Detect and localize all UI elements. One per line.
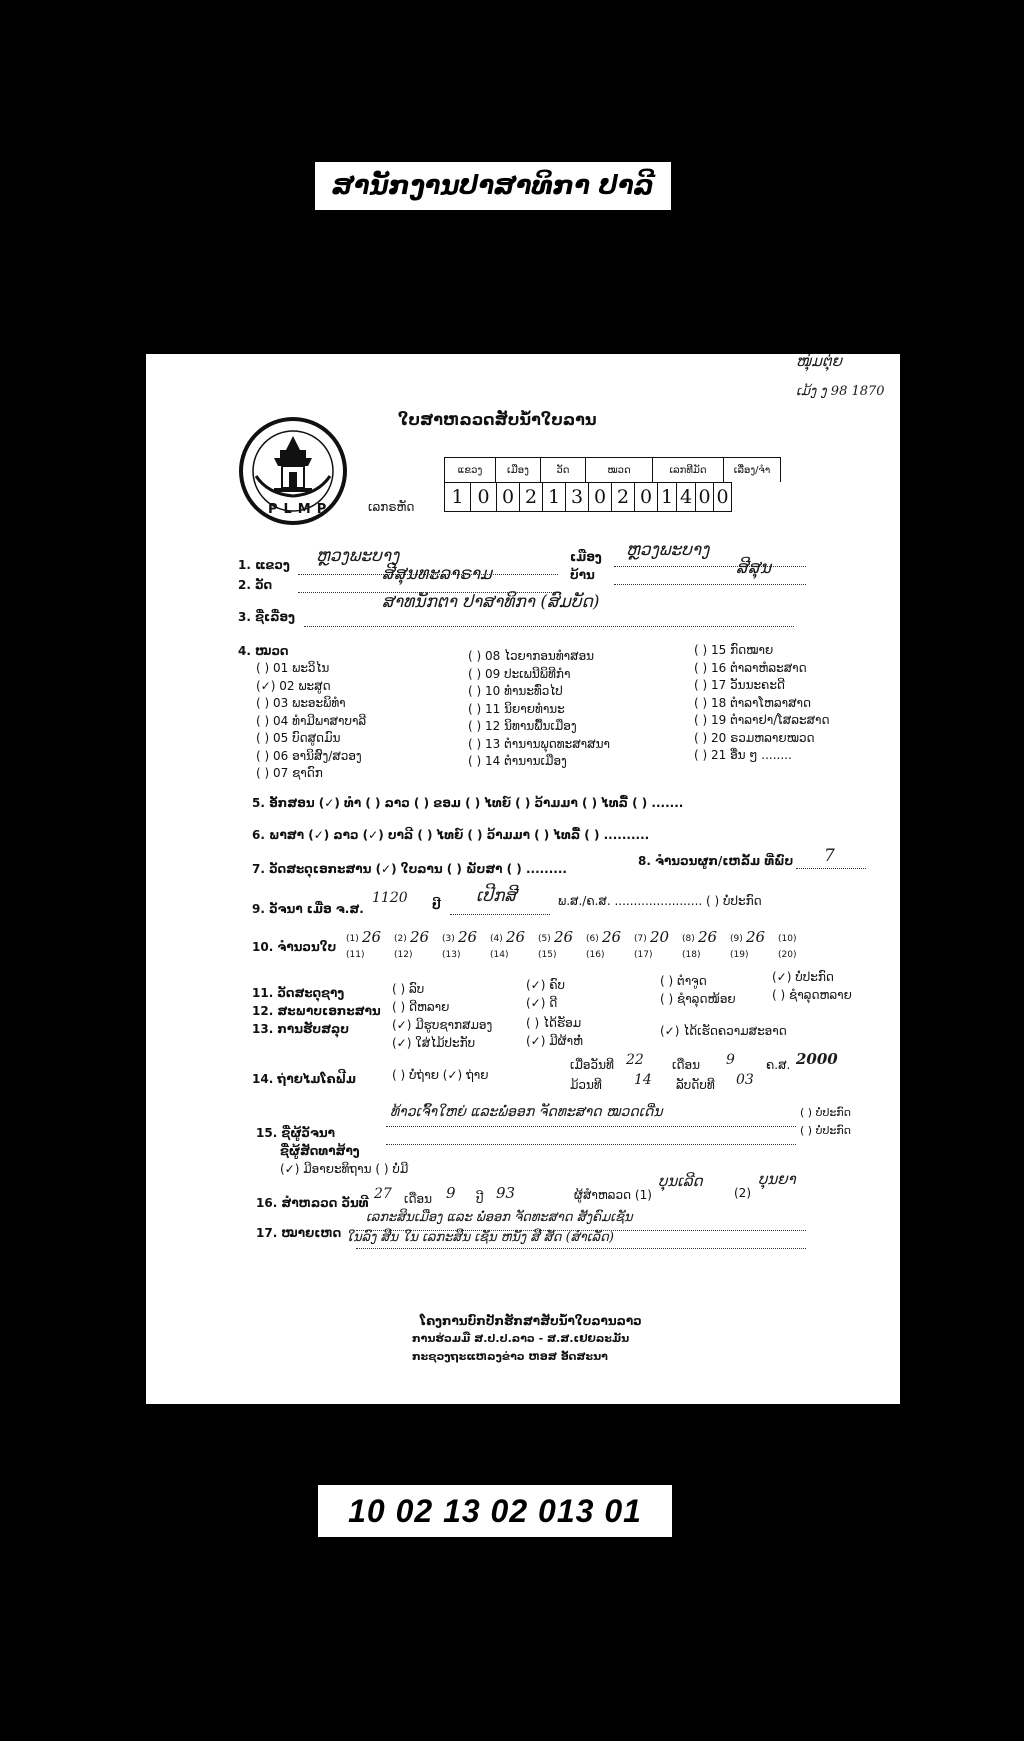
code-digit: 1: [543, 482, 566, 512]
field2b-label: ບ້ານ: [570, 568, 595, 582]
code-digit: 0: [696, 482, 714, 512]
field16-surveyor-label: ຜູ້ສຳຫລວດ (1): [574, 1188, 652, 1202]
field12-opt[interactable]: (✓) ດີ: [526, 996, 558, 1010]
leaf-count-index: (1): [346, 934, 359, 944]
field1b-label: ເມືອງ: [570, 550, 602, 564]
field11-label: 11. ວັດສະດຸຊາງ: [252, 986, 345, 1000]
field14-year: 2000: [796, 1050, 838, 1068]
leaf-count-sub-index: (11): [346, 950, 365, 960]
leaf-count-value: 26: [506, 928, 526, 946]
code-header: ເລກທີມັດ: [653, 457, 724, 482]
leaf-count-cell: [682, 926, 730, 962]
category-item[interactable]: ( ) 01 ພະວິໄນ: [256, 661, 330, 675]
field9-label: 9. ວັຈນາ ເມື່ອ ຈ.ສ.: [252, 902, 364, 916]
field9-end: ພ.ສ./ຄ.ສ. ....................... ( ) ບໍ່ປະກົດ: [558, 894, 762, 908]
category-item[interactable]: ( ) 19 ຕຳລາຢາ/ໂສລະສາດ: [694, 713, 830, 727]
field8-value: 7: [824, 846, 835, 866]
field9-mid: ປີ: [432, 898, 441, 912]
field12-opt[interactable]: ( ) ດີຫລາຍ: [392, 1000, 450, 1014]
category-item[interactable]: ( ) 05 ບົດສູດມົນ: [256, 731, 341, 745]
code-digit: 0: [589, 482, 612, 512]
field3-label: 3. ຊື່ເລື່ອງ: [238, 610, 295, 624]
leaf-count-cell: [586, 926, 634, 962]
category-item[interactable]: ( ) 03 ພະອະພິທຳ: [256, 696, 346, 710]
footer-line-1: ໂຄງການບົກປັກຮັກສາສັບນ້ຳໃບລານລາວ: [420, 1314, 642, 1328]
leaf-count-index: (9): [730, 934, 743, 944]
leaf-count-sub-index: (12): [394, 950, 413, 960]
leaf-count-cell: [490, 926, 538, 962]
code-digit: 0: [497, 482, 520, 512]
field17-label: 17. ໝາຍເຫດ: [256, 1226, 342, 1240]
field8-label: 8. ຈຳນວນຜູກ/ເຫລັ້ມ ທີ່ພົບ: [638, 854, 794, 868]
leaf-count-sub-index: (15): [538, 950, 557, 960]
field15-label: 15. ຊື່ຜູ້ວັຈນາ: [256, 1126, 335, 1140]
field14-month: 9: [726, 1052, 735, 1068]
category-item[interactable]: ( ) 20 ຣວມຫລາຍໝວດ: [694, 730, 815, 745]
leaf-count-value: 26: [554, 928, 574, 946]
leaf-count-cell: [442, 926, 490, 962]
field12-opt[interactable]: ( ) ຊໍາລຸດໜ້ອຍ: [660, 992, 736, 1006]
corner-note-1: ໜຸ່ມຕຸ່ຍ: [796, 352, 842, 370]
category-item[interactable]: ( ) 10 ທຳນະທົ່ວໄປ: [468, 684, 563, 698]
category-item[interactable]: ( ) 11 ນິຍາຍທຳນະ: [468, 701, 565, 716]
leaf-count-index: (7): [634, 934, 647, 944]
field15-note-2: ( ) ບໍ່ປະກົດ: [800, 1124, 852, 1137]
category-item[interactable]: ( ) 18 ຕຳລາໂຫລາສາດ: [694, 695, 812, 710]
category-item[interactable]: ( ) 08 ໄວຍາກອນທຳສອນ: [468, 649, 595, 663]
field1-label: 1. ແຂວງ: [238, 558, 290, 572]
field14-month-label: ເດືອນ: [672, 1058, 701, 1072]
field11-opt[interactable]: ( ) ລົບ: [392, 982, 425, 996]
field16-label: 16. ສຳຫລວດ ວັນທີ: [256, 1196, 369, 1210]
code-table: [444, 457, 781, 512]
code-header: ເລື່ອງ/ຈຳ: [724, 457, 781, 482]
field16-month-label: ເດືອນ: [404, 1192, 433, 1206]
code-header: ໝວດ: [586, 457, 653, 482]
leaf-count-sub-index: (16): [586, 950, 605, 960]
field1b-value: ຫຼວງພະບາງ: [626, 540, 710, 560]
field10-label: 10. ຈຳນວນໃບ: [252, 940, 337, 954]
field13-opt[interactable]: (✓) ມີຜ້າຫໍ່: [526, 1034, 583, 1048]
field12-label: 12. ສະພາບເອກະສານ: [252, 1004, 381, 1018]
field6-language: 6. ພາສາ (✓) ລາວ (✓) ບາລີ ( ) ໄທຍ໌ ( ) ວ້າມມາ ( ) ໄທລື້ ( ) ..........: [252, 828, 650, 842]
field13-opt[interactable]: (✓) ມີຮູບຊາກສມອງ: [392, 1018, 493, 1032]
code-digit: 0: [635, 482, 658, 512]
category-item[interactable]: ( ) 17 ວັນນະຄະດີ: [694, 678, 785, 692]
code-digit: 3: [566, 482, 589, 512]
survey-form-sheet: [146, 354, 900, 1404]
field14-roll: 14: [634, 1072, 652, 1088]
field14-pos: 03: [736, 1072, 754, 1088]
code-header: ວັດ: [541, 457, 586, 482]
code-header: ແຂວງ: [444, 457, 496, 482]
category-col-3: [694, 642, 830, 765]
code-digit: 4: [677, 482, 696, 512]
footer-line-3: ກະຊວງຖະແຫລງຂ່າວ ຫອສ ອັດສະນາ: [412, 1350, 608, 1363]
category-col-2: [468, 648, 610, 771]
leaf-count-value: 26: [746, 928, 766, 946]
code-digit: 2: [520, 482, 543, 512]
code-digit: 0: [471, 482, 497, 512]
leaf-count-cell: [778, 926, 826, 962]
leaf-count-sub-index: (14): [490, 950, 509, 960]
category-item[interactable]: ( ) 06 ອານິສົງ/ສວອງ: [256, 748, 362, 763]
leaf-count-value: 20: [650, 928, 670, 946]
category-item[interactable]: (✓) 02 ພະສູດ: [256, 678, 331, 693]
leaf-count-index: (10): [778, 934, 797, 944]
category-item[interactable]: ( ) 04 ທຳມີພາສາບາລີ: [256, 713, 367, 728]
field2-label: 2. ວັດ: [238, 578, 273, 592]
category-item[interactable]: ( ) 07 ຊາດົກ: [256, 766, 323, 780]
leaf-count-sub-index: (17): [634, 950, 653, 960]
leaf-count-sub-index: (20): [778, 950, 797, 960]
leaf-count-value: 26: [458, 928, 478, 946]
leaf-count-value: 26: [362, 928, 382, 946]
field14-year-label: ຄ.ສ.: [766, 1058, 791, 1072]
field1-value: ຫຼວງພະບາງ: [316, 546, 400, 566]
field14-label: 14. ຖ່າຍໄມໂຄຟີມ: [252, 1072, 357, 1086]
logo-text: PLMP: [268, 502, 333, 517]
field12-opt[interactable]: ( ) ຊໍາລຸດຫລາຍ: [772, 988, 852, 1002]
field14-options[interactable]: ( ) ບໍ່ຖ່າຍ (✓) ຖ່າຍ: [392, 1068, 489, 1082]
leaf-count-row: [346, 926, 826, 962]
corner-note-2: ເມ້ງ ງ 98 1870: [796, 384, 885, 399]
form-title: ໃບສາຫລວດສັບນ້ຳໃບລານ: [398, 410, 597, 429]
leaf-count-value: 26: [602, 928, 622, 946]
field16-surveyor-1: ບຸນເລີດ: [658, 1172, 703, 1190]
field9-year: 1120: [372, 890, 408, 906]
code-digit: 1: [658, 482, 677, 512]
field15-value: ທ້າວເຈົ້າໃຫຍ່ ແລະພໍ່ອອກ ຈັດທະສາດ ໝວດເດີ່ນ: [390, 1104, 663, 1120]
leaf-count-sub-index: (13): [442, 950, 461, 960]
field14-roll-label: ມ້ວນທີ: [570, 1078, 602, 1092]
leaf-count-index: (8): [682, 934, 695, 944]
field13-opt[interactable]: ( ) ໄດ້ຮັອມ: [526, 1016, 582, 1030]
top-label: ສານັກງານປາສາທິກາ ປາລີ: [315, 162, 671, 210]
field15c[interactable]: (✓) ມີອາຍະທິຖານ ( ) ບໍ່ມີ: [280, 1162, 409, 1176]
category-item[interactable]: ( ) 21 ອື່ນ ໆ ........: [694, 748, 792, 762]
code-digit-row: [444, 482, 781, 512]
field13-opt[interactable]: (✓) ໄດ້ເຮັດຄວາມສະອາດ: [660, 1024, 787, 1038]
leaf-count-index: (3): [442, 934, 455, 944]
bottom-label: 10 02 13 02 013 01: [318, 1485, 672, 1537]
code-digit: 2: [612, 482, 635, 512]
leaf-count-index: (6): [586, 934, 599, 944]
ref-label: ເລກຣຫັດ: [368, 500, 415, 514]
category-item[interactable]: ( ) 15 ກົດໝາຍ: [694, 643, 774, 657]
leaf-count-index: (5): [538, 934, 551, 944]
field13-opt[interactable]: (✓) ໃສ່ໄມ້ປະກັບ: [392, 1036, 476, 1050]
leaf-count-value: 26: [698, 928, 718, 946]
field15b-label: ຊື່ຜູ້ສັດທາສ້າງ: [280, 1144, 360, 1158]
leaf-count-index: (4): [490, 934, 503, 944]
field2-value: ສີສຸນທະລາຣາມ: [382, 564, 492, 584]
field11-opt[interactable]: (✓) ຄົບ: [526, 978, 565, 992]
field16-surveyor-2: ບຸນຍາ: [758, 1170, 796, 1188]
category-item[interactable]: ( ) 09 ປະເພນີພິທີກຳ: [468, 666, 571, 681]
leaf-count-cell: [394, 926, 442, 962]
leaf-count-cell: [730, 926, 778, 962]
leaf-count-sub-index: (18): [682, 950, 701, 960]
field7-material: 7. ວັດສະດຸເອກະສານ (✓) ໃບລານ ( ) ພັບສາ ( ) .........: [252, 862, 567, 876]
leaf-count-value: 26: [410, 928, 430, 946]
code-header: ເມືອງ: [496, 457, 541, 482]
category-item[interactable]: ( ) 16 ຕຳລາຫໍລະສາດ: [694, 660, 807, 675]
leaf-count-cell: [634, 926, 682, 962]
field11-opt[interactable]: ( ) ຕຳຈູດ: [660, 974, 707, 988]
field16-surveyor-2-label: (2): [734, 1186, 751, 1200]
category-item[interactable]: ( ) 12 ນິທານພື້ນເມືອງ: [468, 719, 577, 733]
category-col-1: [256, 660, 366, 783]
leaf-count-sub-index: (19): [730, 950, 749, 960]
field3-value: ສາທນັກຕາ ປາສາທິກາ (ສົມບັດ): [382, 592, 600, 612]
category-item[interactable]: ( ) 13 ຕຳນານພຸດທະສາສນາ: [468, 736, 610, 751]
field5-script: 5. ອັກສອນ (✓) ທຳ ( ) ລາວ ( ) ຂອມ ( ) ໄທຍ໌ ( ) ວ້າມມາ ( ) ໄທລື້ ( ) .......: [252, 796, 684, 810]
field16-day: 27: [374, 1186, 392, 1202]
field16-year: 93: [496, 1184, 516, 1202]
field4-label: 4. ໝວດ: [238, 644, 289, 658]
field14-pos-label: ລັບດັບທີ: [676, 1078, 715, 1092]
footer-line-2: ການຮ່ວມມື ສ.ປ.ປ.ລາວ - ສ.ສ.ເຢຍລະມັນ: [412, 1332, 630, 1345]
field17-line-1: ເລກະສິນເມືອງ ແລະ ພໍ່ອອກ ຈັດທະສາດ ສັງຄົມເຊັນ: [366, 1210, 633, 1225]
field11-opt[interactable]: (✓) ບໍ່ປະກົດ: [772, 970, 834, 984]
code-digit: 1: [444, 482, 471, 512]
field16-year-label: ປີ: [476, 1192, 484, 1206]
field16-month: 9: [446, 1184, 456, 1202]
field13-label: 13. ການຮັບສລຸບ: [252, 1022, 349, 1036]
leaf-count-cell: [538, 926, 586, 962]
field2b-value: ສີສຸນ: [736, 558, 772, 578]
leaf-count-cell: [346, 926, 394, 962]
field17-line-2: ໃນລົງ ສີນ ໃນ ເລກະສິນ ເຊັນ ຫນັງ ສີ ສັດ (ສຳເລັດ): [346, 1230, 614, 1245]
field14-day: 22: [626, 1052, 644, 1068]
code-digit: 0: [714, 482, 732, 512]
field15-note: ( ) ບໍ່ປະກົດ: [800, 1106, 852, 1119]
field9-value: ເປີກສີ: [476, 886, 517, 906]
field14-date-label: ເມື່ອວັນທີ: [570, 1058, 614, 1072]
leaf-count-index: (2): [394, 934, 407, 944]
category-item[interactable]: ( ) 14 ຕຳນານເມືອງ: [468, 754, 567, 768]
